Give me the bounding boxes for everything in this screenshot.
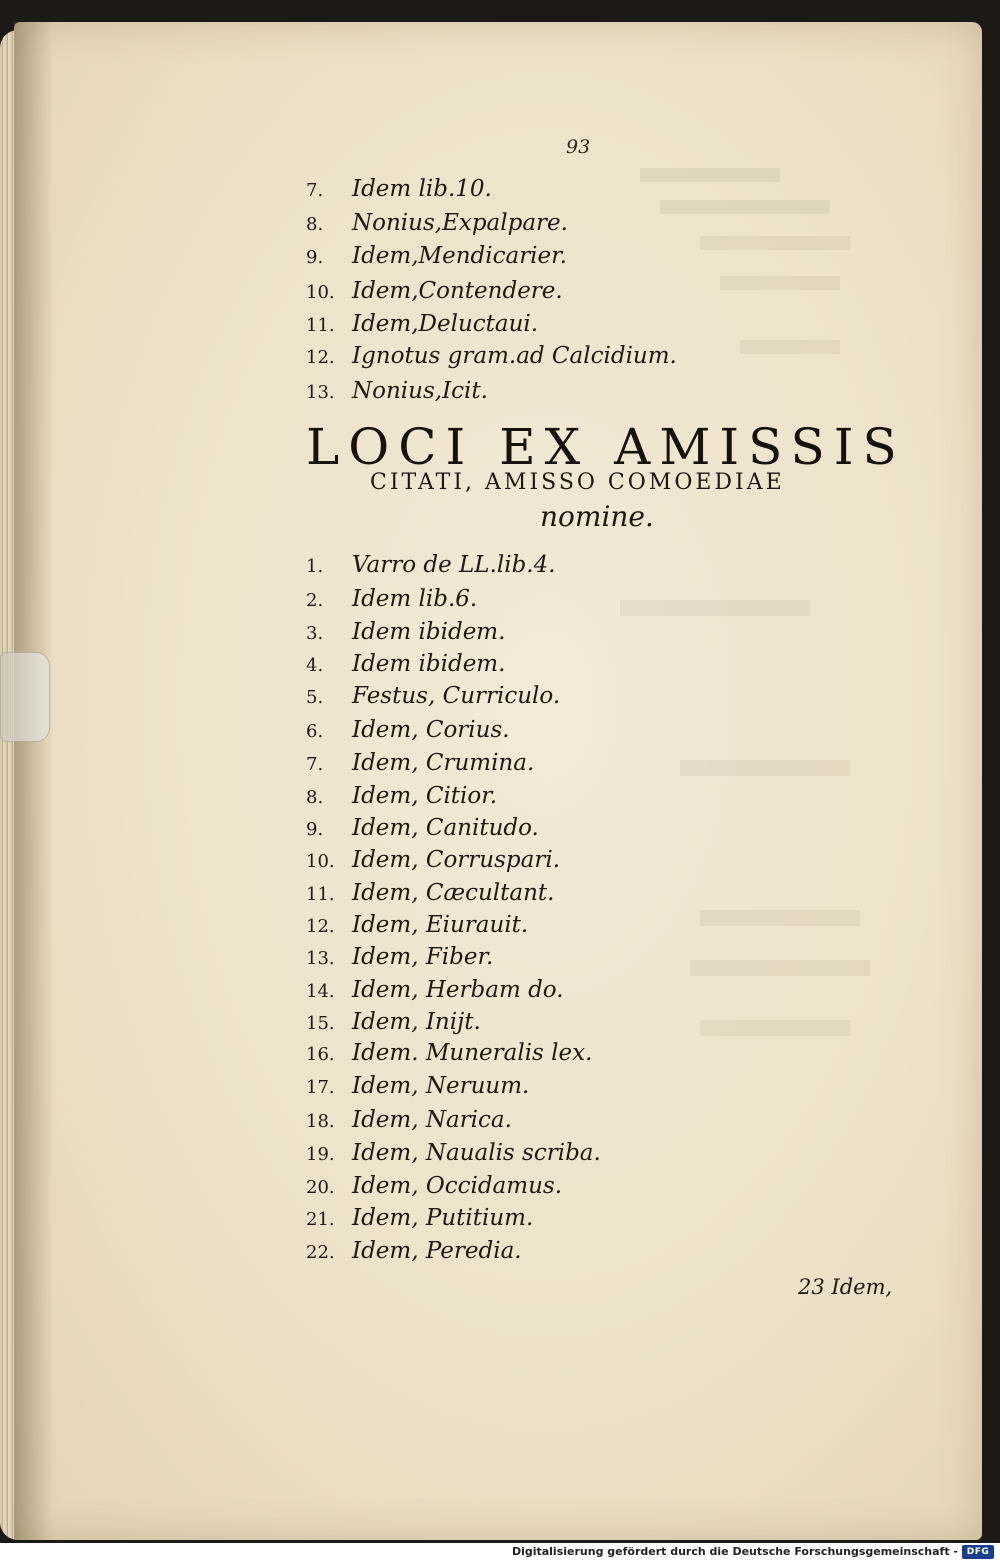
list-item	[306, 311, 538, 337]
item-text: Idem, Inijt.	[352, 1009, 481, 1035]
item-number: 1.	[306, 556, 324, 577]
list-item	[306, 1073, 529, 1099]
page-number: 93	[566, 136, 591, 158]
item-number: 10.	[306, 851, 335, 872]
item-text: Idem,Deluctaui.	[352, 311, 539, 337]
item-text: Idem,Mendicarier.	[352, 243, 567, 269]
list-item	[306, 619, 505, 645]
item-text: Idem, Crumina.	[352, 750, 535, 776]
list-item	[306, 750, 534, 776]
item-number: 15.	[306, 1013, 335, 1034]
list-item	[306, 586, 477, 612]
bookmark-tab	[0, 652, 50, 742]
bleed-through	[740, 340, 840, 354]
item-text: Festus, Curriculo.	[352, 683, 561, 709]
item-text: Idem, Canitudo.	[352, 815, 539, 841]
list-item	[306, 977, 564, 1003]
gutter-shadow	[14, 22, 54, 1540]
item-number: 5.	[306, 687, 324, 708]
item-text: Idem lib.10.	[352, 176, 492, 202]
item-number: 13.	[306, 948, 335, 969]
item-number: 6.	[306, 721, 324, 742]
item-number: 13.	[306, 382, 335, 403]
item-text: Idem, Cæcultant.	[352, 880, 555, 906]
item-number: 12.	[306, 916, 335, 937]
list-item	[306, 847, 560, 873]
list-item	[306, 912, 528, 938]
section-subheading-tail: nomine.	[540, 500, 654, 533]
item-number: 4.	[306, 655, 324, 676]
item-number: 8.	[306, 787, 324, 808]
bleed-through	[720, 276, 840, 290]
item-number: 22.	[306, 1242, 335, 1263]
item-text: Idem, Corruspari.	[352, 847, 560, 873]
item-text: Idem. Muneralis lex.	[352, 1040, 593, 1066]
bleed-through	[690, 960, 870, 976]
list-item	[306, 210, 568, 236]
item-text: Nonius,Icit.	[352, 378, 488, 404]
bleed-through	[640, 168, 780, 182]
list-item	[306, 1205, 533, 1231]
item-text: Idem, Herbam do.	[352, 977, 564, 1003]
item-number: 20.	[306, 1177, 335, 1198]
item-text: Idem, Citior.	[352, 783, 498, 809]
item-text: Idem, Narica.	[352, 1107, 512, 1133]
item-number: 7.	[306, 754, 324, 775]
item-text: Idem lib.6.	[352, 586, 478, 612]
item-number: 8.	[306, 214, 324, 235]
catchword: 23 Idem,	[798, 1275, 893, 1299]
item-number: 17.	[306, 1077, 335, 1098]
item-text: Idem, Naualis scriba.	[352, 1140, 601, 1166]
list-item	[306, 1238, 522, 1264]
list-item	[306, 343, 677, 369]
list-item	[306, 683, 560, 709]
bleed-through	[660, 200, 830, 214]
footer-credit: Digitalisierung gefördert durch die Deutsche Forschungsgemeinschaft -	[511, 1545, 958, 1558]
list-item	[306, 1173, 562, 1199]
item-text: Varro de LL.lib.4.	[352, 552, 556, 578]
item-number: 9.	[306, 247, 324, 268]
list-item	[306, 815, 539, 841]
item-text: Nonius,Expalpare.	[352, 210, 568, 236]
list-item	[306, 783, 497, 809]
item-text: Idem,Contendere.	[352, 278, 563, 304]
item-number: 14.	[306, 981, 335, 1002]
item-text: Idem, Putitium.	[352, 1205, 534, 1231]
item-number: 11.	[306, 315, 335, 336]
list-item	[306, 378, 488, 404]
item-text: Idem, Fiber.	[352, 944, 494, 970]
section-heading: LOCI EX AMISSIS	[306, 418, 906, 476]
list-item	[306, 717, 510, 743]
item-text: Idem, Corius.	[352, 717, 510, 743]
list-item	[306, 278, 563, 304]
list-item	[306, 1107, 512, 1133]
item-text: Idem, Peredia.	[352, 1238, 522, 1264]
item-number: 10.	[306, 282, 335, 303]
item-number: 19.	[306, 1144, 335, 1165]
list-item	[306, 1140, 601, 1166]
item-number: 16.	[306, 1044, 335, 1065]
item-text: Idem ibidem.	[352, 619, 506, 645]
item-number: 21.	[306, 1209, 335, 1230]
section-subheading: CITATI, AMISSO COMOEDIAE	[370, 470, 785, 495]
bleed-through	[620, 600, 810, 616]
item-number: 18.	[306, 1111, 335, 1132]
item-text: Idem ibidem.	[352, 651, 506, 677]
bleed-through	[700, 910, 860, 926]
item-number: 11.	[306, 884, 335, 905]
item-number: 2.	[306, 590, 324, 611]
item-text: Idem, Occidamus.	[352, 1173, 562, 1199]
list-item	[306, 651, 505, 677]
item-number: 12.	[306, 347, 335, 368]
list-item	[306, 1009, 481, 1035]
list-item	[306, 1040, 592, 1066]
bleed-through	[700, 236, 850, 250]
bleed-through	[680, 760, 850, 776]
list-item	[306, 243, 567, 269]
list-item	[306, 176, 492, 202]
item-number: 3.	[306, 623, 324, 644]
item-text: Idem, Neruum.	[352, 1073, 530, 1099]
item-number: 9.	[306, 819, 324, 840]
item-number: 7.	[306, 180, 324, 201]
list-item	[306, 880, 554, 906]
item-text: Ignotus gram.ad Calcidium.	[352, 343, 677, 369]
dfg-logo-icon: DFG	[962, 1545, 994, 1559]
list-item	[306, 552, 556, 578]
list-item	[306, 944, 493, 970]
item-text: Idem, Eiurauit.	[352, 912, 529, 938]
bleed-through	[700, 1020, 850, 1036]
